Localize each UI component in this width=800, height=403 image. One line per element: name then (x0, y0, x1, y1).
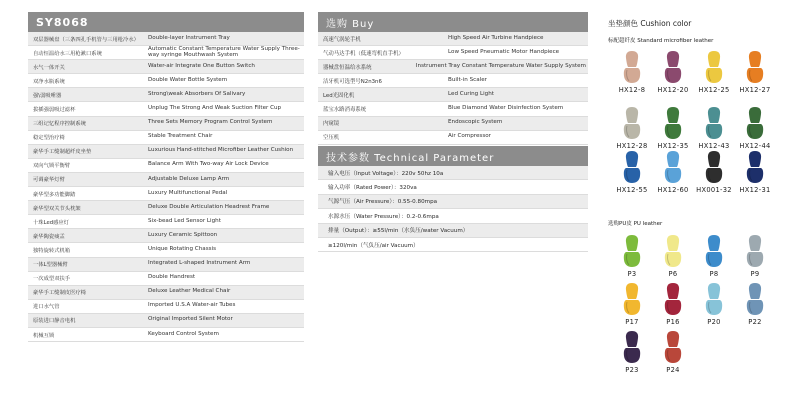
feature-cn: 水气一体开关 (33, 64, 65, 71)
feature-cn: 进口水气管 (33, 304, 60, 311)
feature-en: Luxurious Hand-stitched Microfiber Leather Cushion (148, 147, 294, 154)
color-swatch (733, 234, 777, 278)
feature-cn: 机械互锁 (33, 332, 55, 339)
pu-subtitle: 选购PU皮 PU leather (608, 221, 663, 227)
feature-en: Stable Treatment Chair (148, 133, 213, 140)
microfiber-subtitle: 标配超纤皮 Standard microfiber leather (608, 38, 714, 44)
buy-en: Blue Diamond Water Disinfection System (448, 105, 564, 112)
cushion-icon (662, 106, 684, 140)
color-swatch (692, 150, 736, 194)
buy-en: Built-in Scaler (448, 76, 487, 83)
feature-en: Integrated L-shaped Instrument Arm (148, 260, 251, 267)
cushion-icon (744, 106, 766, 140)
tech-row: 气源气压（Air Pressure）：0.55-0.80mpa (318, 195, 588, 209)
color-swatch (651, 234, 695, 278)
cushion-icon (621, 150, 643, 184)
buy-en: Led Curing Light (448, 90, 494, 97)
feature-en: Double Handrest (148, 274, 196, 281)
feature-en: Keyboard Control System (148, 330, 219, 337)
feature-row (28, 46, 304, 60)
feature-cn: 一次成型双扶手 (33, 276, 71, 283)
tech-row: 水源水压（Water Pressure）：0.2-0.6mpa (318, 209, 588, 223)
feature-row (28, 145, 304, 159)
model-title: SY8068 (36, 15, 89, 29)
feature-en: Balance Arm With Two-way Air Lock Device (148, 161, 269, 168)
feature-row (28, 159, 304, 173)
buy-cn: Led光固化机 (323, 92, 355, 99)
feature-row (28, 286, 304, 300)
cushion-color-title: 坐垫颜色 Cushion color (608, 19, 692, 28)
color-swatch (692, 106, 736, 150)
feature-en: Adjustable Deluxe Lamp Arm (148, 175, 230, 182)
buy-cn: 内窥镜 (323, 121, 340, 128)
color-swatch (733, 106, 777, 150)
feature-row (28, 131, 304, 145)
cushion-icon (621, 282, 643, 316)
buy-en: Air Compressor (448, 133, 491, 140)
feature-row (28, 201, 304, 215)
buy-row (318, 131, 588, 145)
feature-row (28, 300, 304, 314)
feature-en: Six-bead Led Sensor Light (148, 217, 221, 224)
swatch-code: P8 (709, 270, 719, 278)
feature-cn: 双层器械盘（三条四孔手机管与三用枪冷水） (33, 36, 139, 43)
cushion-icon (662, 330, 684, 364)
tech-list (318, 166, 588, 252)
feature-cn: 双向气锁平衡臂 (33, 163, 71, 170)
feature-list (28, 32, 304, 342)
feature-row (28, 173, 304, 187)
feature-cn: 独特旋转式机箱 (33, 247, 71, 254)
buy-cn: 气动马达手机（低速弯机直手机） (323, 50, 404, 57)
color-swatch (651, 150, 695, 194)
feature-row (28, 117, 304, 131)
feature-en: Water-air Integrate One Button Switch (148, 62, 255, 69)
cushion-icon (703, 50, 725, 84)
feature-row (28, 243, 304, 257)
swatch-code: P24 (666, 366, 680, 374)
cushion-icon (662, 50, 684, 84)
cushion-icon (621, 330, 643, 364)
feature-cn: 可调豪华灯臂 (33, 177, 65, 184)
buy-list (318, 32, 588, 145)
buy-en: Instrument Tray Constant Temperature Water Supply System (415, 62, 586, 69)
buy-row (318, 88, 588, 102)
feature-row (28, 215, 304, 229)
cushion-icon (744, 150, 766, 184)
color-swatch (610, 330, 654, 374)
buy-en: Endoscopic System (448, 119, 503, 126)
feature-en: Luxury Multifunctional Pedal (148, 189, 228, 196)
buy-en: Low Speed Pneumatic Motor Handpiece (448, 48, 560, 55)
cushion-icon (621, 50, 643, 84)
feature-cn: 豪华型双关节头枕架 (33, 205, 81, 212)
buy-cn: 空压机 (323, 135, 340, 142)
tech-header (318, 146, 588, 166)
color-swatch (733, 150, 777, 194)
swatch-code: HX12-25 (698, 86, 730, 94)
swatch-code: HX12-20 (657, 86, 689, 94)
cushion-icon (621, 106, 643, 140)
swatch-code: P3 (627, 270, 637, 278)
swatch-code: P9 (750, 270, 760, 278)
swatch-code: HX12-8 (618, 86, 646, 94)
buy-cn: 高速气涡轮手机 (323, 36, 361, 43)
swatch-code: HX12-35 (657, 142, 689, 150)
buy-row (318, 32, 588, 46)
feature-cn: 三组记忆程序控制系统 (33, 121, 86, 128)
feature-row (28, 74, 304, 88)
feature-en: Original Imported Silent Motor (148, 316, 233, 323)
color-swatch (651, 282, 695, 326)
color-swatch (733, 50, 777, 94)
buy-cn: 蓝宝水路消毒系统 (323, 107, 367, 114)
cushion-icon (703, 234, 725, 268)
feature-cn: 强\弱吸唾器 (33, 92, 62, 99)
feature-cn: 豪华型多功能脚踏 (33, 191, 76, 198)
swatch-code: HX12-28 (616, 142, 648, 150)
swatch-code: HX12-31 (739, 186, 771, 194)
color-swatch (692, 234, 736, 278)
tech-row: ≥120l/min（气负压/air Vacuum） (318, 238, 588, 252)
buy-cn: 器械盘恒温给水系统 (323, 64, 372, 71)
feature-cn: 豪华手工缝制皮医疗椅 (33, 290, 86, 297)
cushion-icon (703, 150, 725, 184)
buy-header (318, 12, 588, 32)
feature-en: Imported U.S.A Water-air Tubes (148, 302, 236, 309)
buy-row (318, 102, 588, 116)
cushion-icon (662, 150, 684, 184)
feature-cn: 一体L型器械臂 (33, 262, 68, 269)
feature-row (28, 60, 304, 74)
feature-cn: 稳定型治疗椅 (33, 135, 65, 142)
feature-cn: 自动恒温给水三用枪漱口系统 (33, 50, 102, 57)
buy-row (318, 46, 588, 60)
feature-en: Deluxe Double Articulation Headrest Frame (148, 203, 270, 210)
feature-en: Automatic Constant Temperature Water Supply Three-way syringe Mouthwash System (148, 45, 300, 58)
feature-en: Deluxe Leather Medical Chair (148, 288, 231, 295)
feature-en: Unplug The Strong And Weak Suction Filter Cup (148, 105, 282, 112)
feature-row (28, 102, 304, 116)
feature-en: Strong\weak Absorbers Of Salivary (148, 90, 246, 97)
feature-cn: 豪华手工缝制超纤皮坐垫 (33, 149, 92, 156)
color-swatch (610, 106, 654, 150)
feature-en: Three Sets Memory Program Control System (148, 119, 273, 126)
cushion-icon (744, 234, 766, 268)
swatch-code: P22 (748, 318, 762, 326)
swatch-code: P20 (707, 318, 721, 326)
model-header (28, 12, 304, 32)
tech-row: 排量（Output）：≥55l/min（水负压/water Vacuum） (318, 224, 588, 238)
cushion-icon (662, 282, 684, 316)
buy-title: 选购 Buy (326, 18, 375, 30)
cushion-icon (744, 282, 766, 316)
color-swatch (651, 330, 695, 374)
swatch-code: HX12-27 (739, 86, 771, 94)
color-swatch (610, 282, 654, 326)
buy-row (318, 60, 588, 74)
color-swatch (692, 50, 736, 94)
buy-cn: 洁牙机可选型号N2n3n6 (323, 78, 382, 85)
feature-row (28, 258, 304, 272)
color-swatch (692, 282, 736, 326)
cushion-icon (621, 234, 643, 268)
color-swatch (651, 50, 695, 94)
swatch-code: P16 (666, 318, 680, 326)
feature-cn: 豪华陶瓷痰盂 (33, 233, 65, 240)
color-swatch (733, 282, 777, 326)
color-swatch (610, 50, 654, 94)
swatch-code: P23 (625, 366, 639, 374)
swatch-code: HX12-60 (657, 186, 689, 194)
feature-row (28, 187, 304, 201)
feature-cn: 拔插强弱吸过滤杯 (33, 107, 76, 114)
buy-row (318, 117, 588, 131)
color-swatch (610, 150, 654, 194)
feature-row (28, 32, 304, 46)
feature-cn: 原装进口静音电机 (33, 318, 76, 325)
swatch-code: P6 (668, 270, 678, 278)
tech-row: 输入功率（Rated Power）：320va (318, 180, 588, 194)
buy-row (318, 74, 588, 88)
feature-row (28, 88, 304, 102)
swatch-code: HX12-55 (616, 186, 648, 194)
feature-en: Luxury Ceramic Spittoon (148, 231, 218, 238)
cushion-icon (703, 106, 725, 140)
feature-row (28, 272, 304, 286)
swatch-code: P17 (625, 318, 639, 326)
feature-en: Unique Rotating Chassis (148, 246, 216, 253)
feature-en: Double Water Bottle System (148, 76, 228, 83)
cushion-icon (703, 282, 725, 316)
feature-row (28, 314, 304, 328)
feature-cn: 十珠Led感应灯 (33, 219, 69, 226)
feature-row (28, 328, 304, 342)
cushion-icon (662, 234, 684, 268)
swatch-code: HX12-44 (739, 142, 771, 150)
feature-row (28, 229, 304, 243)
swatch-code: HX12-43 (698, 142, 730, 150)
tech-title: 技术参数 Technical Parameter (326, 152, 495, 164)
color-swatch (610, 234, 654, 278)
tech-row: 输入电压（Input Voltage）：220v 50hz 10a (318, 166, 588, 180)
buy-en: High Speed Air Turbine Handpiece (448, 34, 544, 41)
color-swatch (651, 106, 695, 150)
feature-en: Double-layer Instrument Tray (148, 34, 230, 41)
cushion-icon (744, 50, 766, 84)
swatch-code: HX001-32 (696, 186, 732, 194)
feature-cn: 双净水瓶系统 (33, 78, 65, 85)
